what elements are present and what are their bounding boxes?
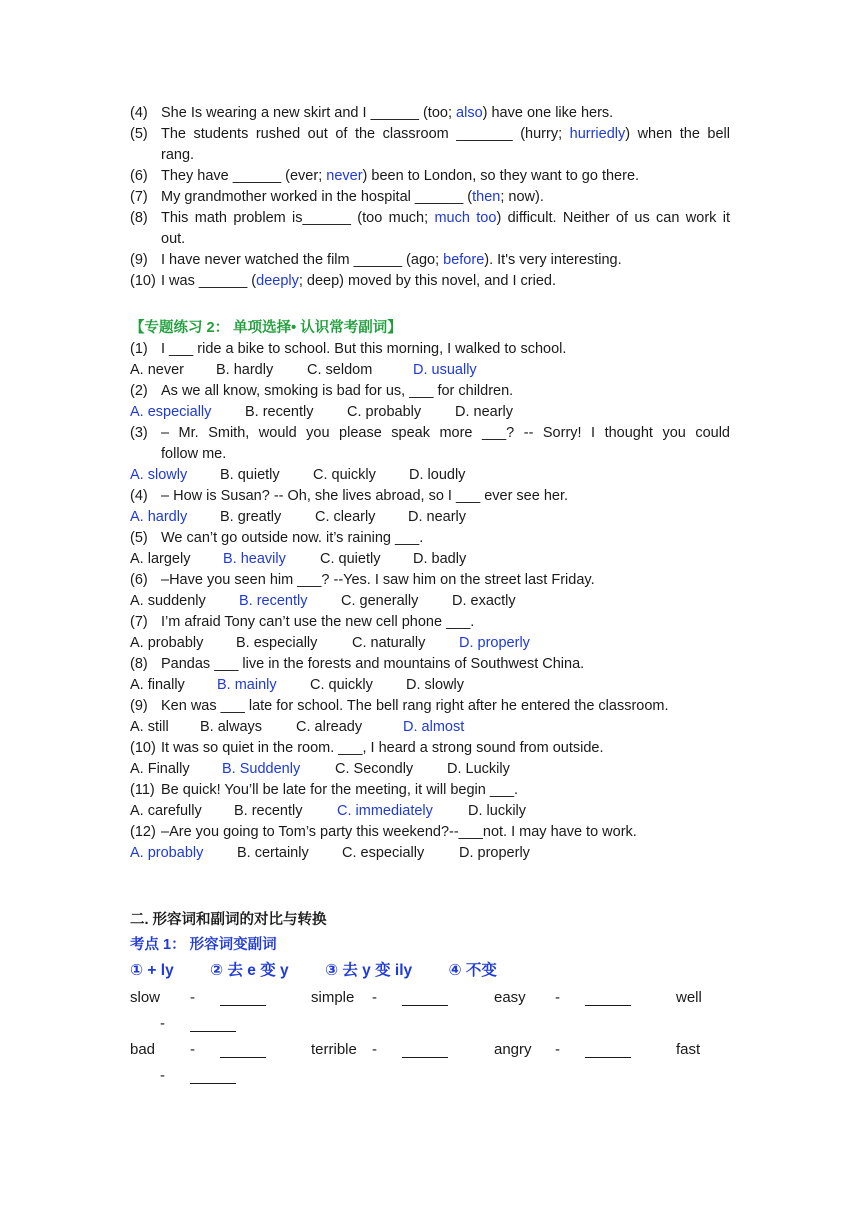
question-line (130, 654, 730, 674)
rule-4: ④ 不变 (448, 962, 497, 979)
item-text: The students rushed out of the classroom (161, 126, 457, 142)
answer-option[interactable]: A. probably (130, 635, 204, 651)
item-number: (10) (130, 273, 156, 289)
question-text: We can’t go outside now. it’s raining ___. (161, 530, 424, 546)
correct-option[interactable]: D. properly (459, 635, 530, 651)
question-line-continued: follow me. (161, 446, 227, 462)
item-text: My grandmother worked in the hospital (161, 189, 415, 205)
question-number: (6) (130, 572, 148, 588)
answer-option[interactable]: C. probably (347, 404, 422, 420)
question-line (130, 339, 730, 359)
answer-word: much too (434, 210, 497, 226)
answer-option[interactable]: C. clearly (315, 509, 376, 525)
answer-option[interactable]: B. hardly (216, 362, 274, 378)
answer-blank[interactable] (585, 1056, 631, 1058)
correct-option[interactable]: B. recently (239, 593, 308, 609)
correct-option[interactable]: A. especially (130, 404, 212, 420)
answer-option[interactable]: C. quietly (320, 551, 381, 567)
correct-option[interactable]: D. almost (403, 719, 465, 735)
item-text: ) been to London, so they want to go there. (362, 168, 640, 184)
word-bad: bad (130, 1041, 156, 1058)
item-text: I have never watched the film (161, 252, 354, 268)
exercise-line (130, 187, 730, 207)
rule-2: ② 去 e 变 y (210, 962, 289, 979)
answer-option[interactable]: B. recently (234, 803, 303, 819)
answer-option[interactable]: B. always (200, 719, 263, 735)
word-slow: slow (130, 989, 161, 1006)
answer-blank[interactable] (585, 1004, 631, 1006)
dash: - (555, 989, 560, 1006)
answer-word: before (443, 252, 485, 268)
exercise-line (130, 166, 730, 186)
item-text: (too; (418, 105, 457, 121)
answer-option[interactable]: D. exactly (452, 593, 516, 609)
item-number: (8) (130, 210, 148, 226)
word-easy: easy (494, 989, 526, 1006)
answer-blank[interactable]: ______ (370, 105, 419, 121)
dash: - (555, 1041, 560, 1058)
exercise-line (130, 271, 730, 291)
word-simple: simple (311, 989, 355, 1006)
answer-option[interactable]: D. badly (413, 551, 467, 567)
question-number: (12) (130, 824, 156, 840)
dash: - (372, 989, 377, 1006)
answer-option[interactable]: D. Luckily (447, 761, 510, 777)
item-text: She Is wearing a new skirt and I (161, 105, 371, 121)
dash: - (372, 1041, 377, 1058)
answer-option[interactable]: A. carefully (130, 803, 202, 819)
answer-option[interactable]: B. recently (245, 404, 314, 420)
answer-blank[interactable] (220, 1056, 266, 1058)
word-well: well (676, 989, 702, 1006)
question-number: (8) (130, 656, 148, 672)
correct-option[interactable]: D. usually (413, 362, 477, 378)
item-text: ( (247, 273, 257, 289)
question-text: As we all know, smoking is bad for us, ___ for children. (161, 383, 514, 399)
item-text: This math problem is (161, 210, 303, 226)
exercise-line (130, 250, 730, 270)
answer-word: hurriedly (569, 126, 626, 142)
item-text: ) when the bell (625, 126, 731, 142)
answer-option[interactable]: C. quickly (310, 677, 373, 693)
item-number: (4) (130, 105, 148, 121)
answer-option[interactable]: C. seldom (307, 362, 373, 378)
section-heading-adj-adv: 二. 形容词和副词的对比与转换 (130, 912, 327, 928)
word-angry: angry (494, 1041, 532, 1058)
answer-blank[interactable] (402, 1004, 448, 1006)
dash: - (190, 1041, 195, 1058)
answer-option[interactable]: A. still (130, 719, 169, 735)
question-line (130, 570, 730, 590)
exercise-line (130, 103, 730, 123)
item-text: ( (463, 189, 473, 205)
answer-blank[interactable]: ______ (414, 189, 464, 205)
correct-option[interactable]: A. slowly (130, 467, 188, 483)
question-line (130, 612, 730, 632)
answer-option[interactable]: B. especially (236, 635, 318, 651)
answer-blank[interactable]: _______ (456, 126, 513, 142)
exercise-line (130, 208, 730, 228)
question-text: Be quick! You’ll be late for the meeting, it will begin ___. (161, 782, 519, 798)
answer-option[interactable]: D. luckily (468, 803, 527, 819)
question-line (130, 696, 730, 716)
answer-blank[interactable] (220, 1004, 266, 1006)
word-fast: fast (676, 1041, 701, 1058)
question-line (130, 486, 730, 506)
item-text: (too much; (350, 210, 435, 226)
question-number: (2) (130, 383, 148, 399)
item-number: (9) (130, 252, 148, 268)
item-number: (7) (130, 189, 148, 205)
answer-word: deeply (256, 273, 299, 289)
answer-option[interactable]: C. already (296, 719, 363, 735)
answer-blank[interactable]: ______ (232, 168, 282, 184)
item-text: ). It's very interesting. (484, 252, 622, 268)
question-line (130, 738, 730, 758)
answer-option[interactable]: C. generally (341, 593, 419, 609)
question-line (130, 780, 730, 800)
answer-option[interactable]: B. quietly (220, 467, 280, 483)
question-number: (5) (130, 530, 148, 546)
answer-blank[interactable] (402, 1056, 448, 1058)
question-number: (10) (130, 740, 156, 756)
item-text: ; now). (500, 189, 544, 205)
question-text: – How is Susan? -- Oh, she lives abroad, so I ___ ever see her. (161, 488, 569, 504)
correct-option[interactable]: B. heavily (223, 551, 286, 567)
question-text: I ___ ride a bike to school. But this morning, I walked to school. (161, 341, 567, 357)
question-text: Pandas ___ live in the forests and mountains of Southwest China. (161, 656, 585, 672)
answer-option[interactable]: A. suddenly (130, 593, 206, 609)
answer-option[interactable]: A. Finally (130, 761, 190, 777)
answer-word: then (472, 189, 501, 205)
answer-option[interactable]: C. especially (342, 845, 425, 861)
correct-option[interactable]: B. mainly (217, 677, 277, 693)
answer-option[interactable]: B. certainly (237, 845, 309, 861)
answer-blank[interactable] (190, 1030, 236, 1032)
answer-blank[interactable]: ______ (353, 252, 403, 268)
answer-word: never (326, 168, 363, 184)
question-line (130, 822, 730, 842)
question-text: I’m afraid Tony can’t use the new cell phone ___. (161, 614, 475, 630)
answer-option[interactable]: D. properly (459, 845, 530, 861)
answer-blank[interactable]: ______ (198, 273, 248, 289)
answer-option[interactable]: A. largely (130, 551, 191, 567)
exercise-line (130, 124, 730, 144)
question-text: Ken was ___ late for school. The bell rang right after he entered the classroom. (161, 698, 669, 714)
answer-option[interactable]: A. finally (130, 677, 185, 693)
answer-option[interactable]: D. nearly (408, 509, 467, 525)
answer-option[interactable]: C. naturally (352, 635, 426, 651)
question-number: (7) (130, 614, 148, 630)
item-text: (ago; (402, 252, 444, 268)
conversion-rules (130, 960, 529, 982)
question-text: – Mr. Smith, would you please speak more ___? -- Sorry! I thought you could (161, 425, 730, 441)
correct-option[interactable]: A. hardly (130, 509, 188, 525)
question-number: (1) (130, 341, 148, 357)
answer-option[interactable]: C. quickly (313, 467, 376, 483)
correct-option[interactable]: C. immediately (337, 803, 433, 819)
kaodian-heading: 考点 1： 形容词变副词 (130, 937, 277, 953)
question-number: (3) (130, 425, 148, 441)
answer-option[interactable]: D. slowly (406, 677, 465, 693)
item-text: ; deep) moved by this novel, and I cried. (298, 273, 556, 289)
exercise-line-continued: out. (161, 231, 186, 247)
correct-option[interactable]: A. probably (130, 845, 204, 861)
item-text: I was (161, 273, 199, 289)
dash: - (190, 989, 195, 1006)
section-title-practice-2: 【专题练习 2： 单项选择• 认识常考副词】 (130, 320, 402, 336)
question-line (130, 381, 730, 401)
correct-option[interactable]: B. Suddenly (222, 761, 301, 777)
question-number: (11) (130, 782, 155, 798)
answer-option[interactable]: D. nearly (455, 404, 514, 420)
question-text: –Are you going to Tom’s party this weekend?--___not. I may have to work. (161, 824, 637, 840)
question-line (130, 423, 730, 443)
question-text: It was so quiet in the room. ___, I heard a strong sound from outside. (161, 740, 604, 756)
answer-option[interactable]: A. never (130, 362, 184, 378)
question-line (130, 528, 730, 548)
answer-blank[interactable] (190, 1082, 236, 1084)
question-number: (9) (130, 698, 148, 714)
item-text: ) have one like hers. (482, 105, 614, 121)
question-number: (4) (130, 488, 148, 504)
rule-3: ③ 去 y 变 ily (324, 962, 413, 979)
answer-word: also (456, 105, 483, 121)
rule-1: ① + ly (130, 962, 174, 979)
item-number: (6) (130, 168, 148, 184)
item-text: (hurry; (512, 126, 570, 142)
answer-blank[interactable]: ______ (302, 210, 351, 226)
word-terrible: terrible (311, 1041, 357, 1058)
item-number: (5) (130, 126, 148, 142)
item-text: ) difficult. Neither of us can work it (496, 210, 730, 226)
dash: - (160, 1067, 165, 1084)
item-text: (ever; (281, 168, 327, 184)
item-text: They have (161, 168, 233, 184)
question-text: –Have you seen him ___? --Yes. I saw him on the street last Friday. (161, 572, 595, 588)
exercise-line-continued: rang. (161, 147, 195, 163)
answer-option[interactable]: B. greatly (220, 509, 282, 525)
answer-option[interactable]: D. loudly (409, 467, 466, 483)
dash: - (160, 1015, 165, 1032)
answer-option[interactable]: C. Secondly (335, 761, 414, 777)
